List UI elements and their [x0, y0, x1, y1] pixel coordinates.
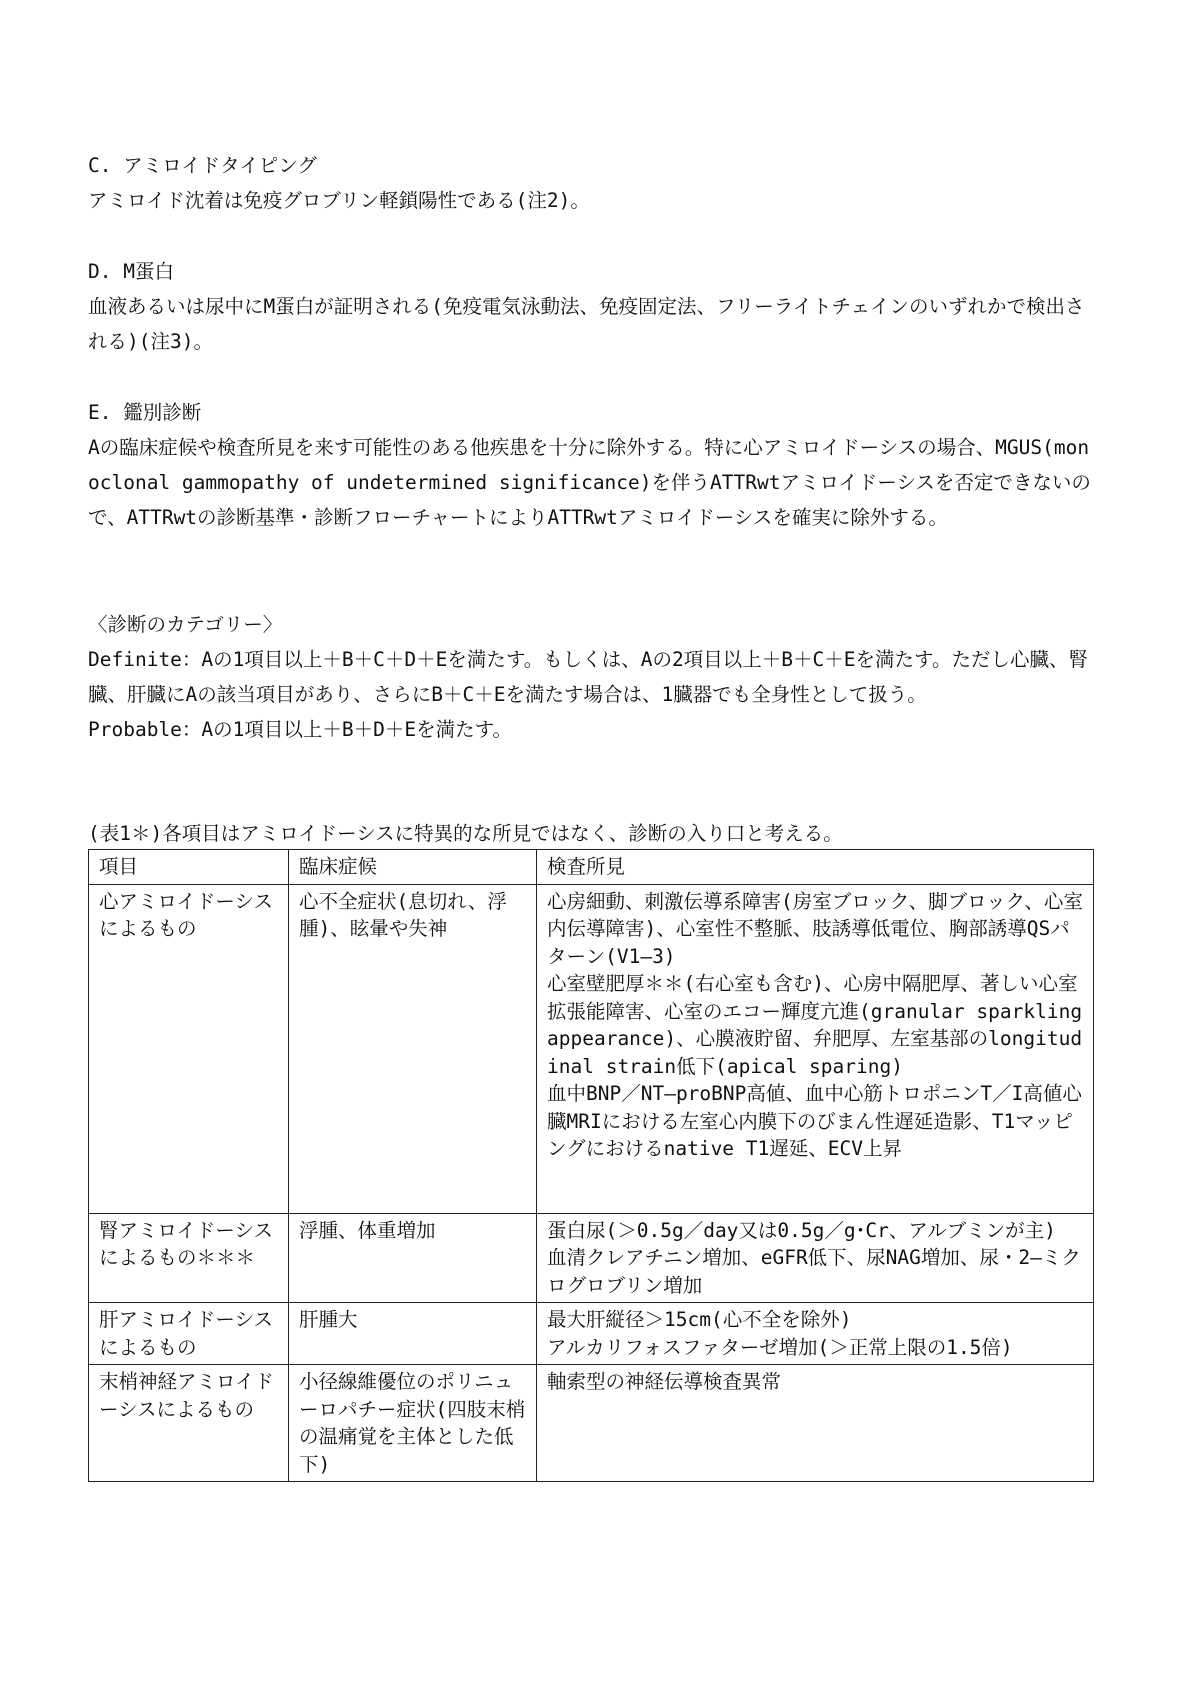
document-page [88, 148, 1093, 1482]
section-c-body: アミロイド沈着は免疫グロブリン軽鎖陽性である(注2)。 [88, 189, 590, 212]
row-findings [537, 884, 1094, 1213]
row-item: 肝アミロイドーシスによるもの [89, 1303, 289, 1365]
table-header-row [89, 850, 1094, 885]
finding-line: 心房細動、刺激伝導系障害(房室ブロック、脚ブロック、心室内伝導障害)、心室性不整脈、肢誘導低電位、胸部誘導QSパターン(V1―3) [547, 889, 1083, 968]
category-definite: Definite：Aの1項目以上＋B＋C＋D＋Eを満たす。もしくは、Aの2項目以上＋B＋C＋Eを満たす。ただし心臓、腎臓、肝臓にAの該当項目があり、さらにB＋C＋Eを満たす場合は、1臓器でも全身性として扱う。 [88, 648, 1088, 706]
section-d-body: 血液あるいは尿中にM蛋白が証明される(免疫電気泳動法、免疫固定法、フリーライトチェインのいずれかで検出される)(注3)。 [88, 295, 1085, 353]
header-findings: 検査所見 [537, 850, 1094, 885]
section-e-body: Aの臨床症候や検査所見を来す可能性のある他疾患を十分に除外する。特に心アミロイドーシスの場合、MGUS(monoclonal gammopathy of undetermined significance)を伴うATTRwtアミロイドーシスを否定できないので、ATTRwtの診断基準・診断フローチャートによりATTRwtアミロイドーシスを確実に除外する。 [88, 436, 1091, 529]
category-probable: Probable：Aの1項目以上＋B＋D＋Eを満たす。 [88, 718, 513, 741]
row-findings [537, 1213, 1094, 1303]
finding-line: 血清クレアチニン増加、eGFR低下、尿NAG増加、尿・2―ミクログロブリン増加 [547, 1246, 1081, 1297]
row-item: 末梢神経アミロイドーシスによるもの [89, 1365, 289, 1482]
table-row [89, 884, 1094, 1213]
row-findings [537, 1303, 1094, 1365]
row-symptoms: 小径線維優位のポリニューロパチー症状(四肢末梢の温痛覚を主体とした低下) [289, 1365, 537, 1482]
row-symptoms: 浮腫、体重増加 [289, 1213, 537, 1303]
category-heading: 〈診断のカテゴリー〉 [88, 613, 283, 636]
table-caption: (表1＊)各項目はアミロイドーシスに特異的な所見ではなく、診断の入り口と考える。 [88, 822, 843, 845]
header-item: 項目 [89, 850, 289, 885]
row-item: 腎アミロイドーシスによるもの＊＊＊ [89, 1213, 289, 1303]
table-row [89, 1365, 1094, 1482]
finding-line: 蛋白尿(＞0.5g／day又は0.5g／g･Cr、アルブミンが主) [547, 1218, 1056, 1242]
row-symptoms: 心不全症状(息切れ、浮腫)、眩暈や失神 [289, 884, 537, 1213]
row-item: 心アミロイドーシスによるもの [89, 884, 289, 1213]
finding-line: 血中BNP／NT―proBNP高値、血中心筋トロポニンT／I高値心臓MRIにおける左室心内膜下のびまん性遅延造影、T1マッピングにおけるnative T1遅延、ECV上昇 [547, 1082, 1082, 1160]
section-e-heading: E. 鑑別診断 [88, 401, 202, 424]
row-symptoms: 肝腫大 [289, 1303, 537, 1365]
table-row [89, 1303, 1094, 1365]
row-findings [537, 1365, 1094, 1482]
section-d-heading: D. M蛋白 [88, 260, 174, 283]
finding-line: 最大肝縦径＞15cm(心不全を除外) [547, 1308, 852, 1331]
header-symptoms: 臨床症候 [289, 850, 537, 885]
finding-line: アルカリフォスファターゼ増加(＞正常上限の1.5倍) [547, 1335, 1013, 1359]
finding-line: 心室壁肥厚＊＊(右心室も含む)、心房中隔肥厚、著しい心室拡張能障害、心室のエコー輝度亢進(granular sparkling appearance)、心膜液貯留、弁肥厚、左室基部のlongitudinal strain低下(apical sparing) [547, 972, 1083, 1078]
criteria-table [88, 849, 1094, 1482]
finding-line: 軸索型の神経伝導検査異常 [547, 1370, 782, 1393]
table-row [89, 1213, 1094, 1303]
section-c-heading: C. アミロイドタイピング [88, 154, 317, 177]
